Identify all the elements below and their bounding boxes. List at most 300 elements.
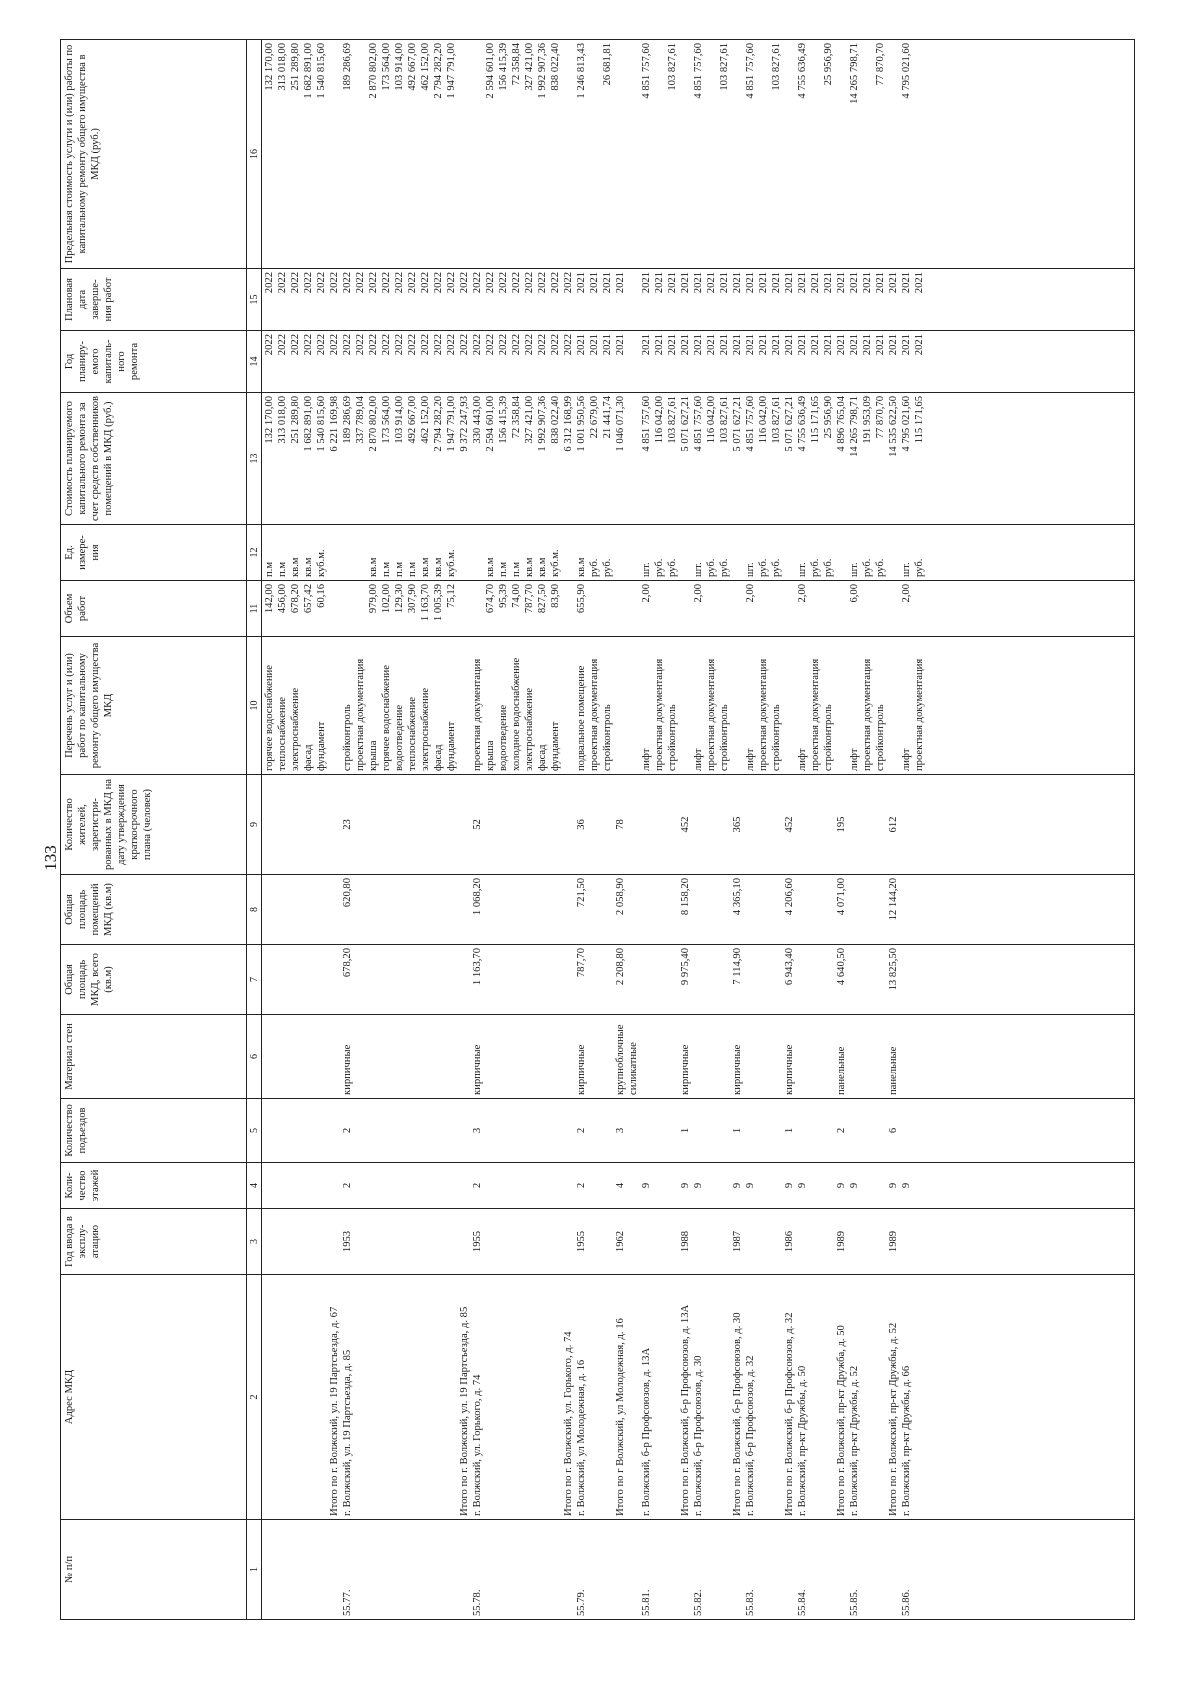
table-cell	[562, 1212, 575, 1271]
body-column-12	[262, 525, 1135, 581]
table-cell: 2021	[745, 334, 756, 356]
table-cell	[705, 43, 718, 265]
table-cell: 251 289,80	[290, 43, 301, 91]
table-cell: 2022	[264, 334, 275, 356]
body-column-13	[262, 393, 1135, 525]
table-cell	[432, 878, 445, 941]
table-cell: 2021	[758, 334, 769, 356]
table-cell	[445, 1102, 458, 1159]
table-cell: кирпичные	[472, 1044, 483, 1095]
table-cell	[276, 778, 289, 871]
table-cell	[445, 1278, 458, 1516]
table-cell: силикатные	[628, 1042, 639, 1095]
table-cell	[367, 1018, 380, 1095]
table-cell: 2021	[667, 272, 678, 294]
table-cell: 2021	[797, 272, 808, 294]
table-cell	[497, 878, 510, 941]
table-cell	[523, 1102, 536, 1159]
table-cell	[913, 584, 926, 633]
table-cell: стройконтроль	[602, 704, 613, 771]
table-cell	[315, 948, 328, 1011]
table-cell: 77 870,70	[875, 43, 886, 86]
table-cell: 2022	[511, 272, 522, 294]
table-cell	[861, 1018, 874, 1095]
table-cell	[354, 948, 367, 1011]
table-cell	[809, 1523, 822, 1616]
table-cell: стройконтроль	[667, 704, 678, 771]
table-cell	[913, 1018, 926, 1095]
table-cell	[510, 1102, 523, 1159]
table-cell: 95,39	[498, 584, 509, 608]
table-cell	[822, 1166, 835, 1205]
table-cell: 115 171,65	[914, 396, 925, 444]
table-cell	[718, 1212, 731, 1271]
table-cell	[666, 948, 679, 1011]
table-cell: шт.	[849, 562, 860, 577]
table-body-row	[262, 40, 1135, 1620]
table-cell: проектная документация	[914, 658, 925, 771]
table-cell: 2021	[784, 272, 795, 294]
table-cell: 2021	[914, 272, 925, 294]
table-cell: 2022	[368, 334, 379, 356]
table-cell	[653, 778, 666, 871]
table-cell: 313 018,00	[277, 43, 288, 91]
table-cell: 2022	[498, 334, 509, 356]
table-cell: руб.	[602, 558, 613, 577]
table-cell: 2021	[732, 334, 743, 356]
table-cell: 2022	[485, 272, 496, 294]
table-cell	[380, 1278, 393, 1516]
table-cell	[666, 1523, 679, 1616]
table-cell	[523, 1212, 536, 1271]
table-cell: Итого по г. Волжский, б-р Профсоюзов, д. 30	[732, 1312, 743, 1516]
table-cell	[393, 948, 406, 1011]
table-cell	[523, 878, 536, 941]
table-cell: 1 068,20	[472, 878, 483, 916]
table-cell: 2022	[394, 334, 405, 356]
table-cell	[263, 1523, 276, 1616]
table-cell	[731, 1523, 744, 1616]
table-cell: 2022	[303, 334, 314, 356]
table-cell: фасад	[433, 744, 444, 771]
table-cell	[835, 640, 848, 771]
table-cell	[653, 1166, 666, 1205]
table-cell	[549, 1018, 562, 1095]
table-cell: 74,00	[511, 584, 522, 608]
table-cell	[380, 1212, 393, 1271]
table-cell: 5 071 627,21	[680, 396, 691, 452]
table-cell	[328, 528, 341, 577]
table-cell: руб.	[719, 558, 730, 577]
table-cell: Итого по г. Волжский, ул. 19 Партсъезда, д. 85	[459, 1306, 470, 1516]
table-cell	[666, 1166, 679, 1205]
table-cell	[263, 1166, 276, 1205]
table-cell	[887, 584, 900, 633]
table-cell: 1986	[784, 1230, 795, 1253]
table-cell	[783, 1523, 796, 1616]
table-cell	[536, 1212, 549, 1271]
table-cell: 189 286,69	[342, 396, 353, 444]
body-column-14	[262, 331, 1135, 393]
table-cell: 2	[342, 1182, 353, 1189]
table-cell	[614, 1523, 627, 1616]
table-cell	[445, 1018, 458, 1095]
table-cell	[289, 878, 302, 941]
table-cell: г. Волжский, пр-кт Дружбы, д. 66	[901, 1365, 912, 1516]
table-cell: 103 914,00	[394, 43, 405, 91]
table-cell	[601, 584, 614, 633]
table-cell: 2021	[862, 272, 873, 294]
table-cell	[432, 1102, 445, 1159]
table-cell	[822, 1523, 835, 1616]
table-cell	[770, 1212, 783, 1271]
table-cell: 2 208,80	[615, 948, 626, 986]
table-cell: 678,20	[342, 948, 353, 978]
table-cell: 4 365,10	[732, 878, 743, 916]
column-header-7: Общая площадь МКД, всего (кв.м)	[61, 945, 247, 1015]
table-cell	[718, 878, 731, 941]
table-cell: 4 851 757,60	[641, 396, 652, 452]
table-cell	[302, 778, 315, 871]
table-cell	[861, 878, 874, 941]
table-cell	[445, 1212, 458, 1271]
table-cell	[523, 1278, 536, 1516]
table-cell	[913, 1166, 926, 1205]
table-cell: 492 667,00	[407, 43, 418, 91]
table-cell: 116 042,00	[654, 396, 665, 444]
table-cell	[874, 1166, 887, 1205]
table-cell: 189 286,69	[342, 43, 353, 91]
table-cell: 2	[342, 1127, 353, 1134]
table-cell: п.м	[407, 561, 418, 577]
table-cell: 9	[641, 1182, 652, 1189]
table-cell: руб.	[654, 558, 665, 577]
table-cell: 2021	[784, 334, 795, 356]
table-cell: 2022	[472, 334, 483, 356]
table-cell	[471, 584, 484, 633]
table-cell: г. Волжский, б-р Профсоюзов, д. 32	[745, 1355, 756, 1516]
table-cell	[380, 1523, 393, 1616]
table-cell: 452	[680, 816, 691, 833]
table-cell: 2022	[277, 272, 288, 294]
table-cell: кв.м	[290, 557, 301, 577]
table-cell	[744, 1102, 757, 1159]
table-cell	[354, 1166, 367, 1205]
table-cell	[471, 43, 484, 265]
table-cell	[718, 1102, 731, 1159]
table-cell: 2 794 282,20	[433, 43, 444, 99]
table-cell	[432, 778, 445, 871]
table-cell: 2021	[862, 334, 873, 356]
table-cell: 103 827,61	[667, 396, 678, 444]
table-cell	[328, 1523, 341, 1616]
table-cell	[562, 640, 575, 771]
table-cell: 2 794 282,20	[433, 396, 444, 452]
table-cell: 2022	[407, 334, 418, 356]
table-cell: шт.	[693, 562, 704, 577]
table-cell: кирпичные	[732, 1044, 743, 1095]
table-cell: фундамент	[316, 721, 327, 771]
table-cell	[809, 584, 822, 633]
table-cell	[666, 878, 679, 941]
table-cell	[627, 1278, 640, 1516]
table-cell	[900, 778, 913, 871]
table-cell	[887, 640, 900, 771]
table-cell: 2021	[615, 334, 626, 356]
table-cell	[913, 1523, 926, 1616]
table-cell: 2022	[303, 272, 314, 294]
table-cell	[588, 1166, 601, 1205]
table-cell: кирпичные	[784, 1044, 795, 1095]
table-cell	[874, 1278, 887, 1516]
table-cell: 191 953,09	[862, 396, 873, 444]
table-cell	[627, 584, 640, 633]
table-cell	[796, 1102, 809, 1159]
table-cell: 1 005,39	[433, 584, 444, 622]
table-cell: 1955	[472, 1230, 483, 1253]
table-cell	[705, 1018, 718, 1095]
table-cell	[523, 778, 536, 871]
table-cell	[640, 778, 653, 871]
table-cell	[705, 778, 718, 871]
table-cell: 1 046 071,30	[615, 396, 626, 452]
table-cell	[770, 1523, 783, 1616]
table-cell: 2021	[849, 334, 860, 356]
table-cell: 55.84.	[797, 1589, 808, 1616]
table-cell: 6 943,40	[784, 948, 795, 986]
table-cell	[536, 948, 549, 1011]
table-cell: 1 992 907,36	[537, 396, 548, 452]
column-header-12: Ед. измере-ния	[61, 525, 247, 581]
table-cell: 2	[576, 1127, 587, 1134]
table-cell	[393, 1523, 406, 1616]
table-cell: подвальное помещение	[576, 665, 587, 771]
body-column-9	[262, 775, 1135, 875]
table-cell	[640, 948, 653, 1011]
table-cell: 2 870 802,00	[368, 396, 379, 452]
table-cell: теплоснабжение	[407, 697, 418, 771]
table-cell	[289, 1018, 302, 1095]
table-cell	[562, 528, 575, 577]
table-cell: 251 289,80	[290, 396, 301, 444]
table-cell: 78	[615, 819, 626, 830]
table-cell	[289, 1212, 302, 1271]
table-cell: 456,00	[277, 584, 288, 614]
table-cell	[900, 878, 913, 941]
table-cell	[341, 584, 354, 633]
table-cell	[731, 584, 744, 633]
table-cell	[445, 948, 458, 1011]
table-cell: 313 018,00	[277, 396, 288, 444]
table-cell: фундамент	[550, 721, 561, 771]
table-cell	[861, 778, 874, 871]
table-cell	[627, 948, 640, 1011]
table-cell	[627, 1102, 640, 1159]
table-cell	[263, 1018, 276, 1095]
table-cell	[809, 948, 822, 1011]
column-header-4: Коли-чество этажей	[61, 1163, 247, 1209]
table-cell	[276, 1212, 289, 1271]
table-cell: руб.	[589, 558, 600, 577]
table-cell	[289, 1278, 302, 1516]
table-cell	[536, 778, 549, 871]
table-cell	[627, 528, 640, 577]
table-cell: 9	[836, 1182, 847, 1189]
table-cell	[380, 778, 393, 871]
table-cell	[900, 948, 913, 1011]
table-cell: лифт	[901, 748, 912, 771]
table-cell	[627, 334, 640, 389]
table-cell	[913, 878, 926, 941]
table-cell	[393, 1212, 406, 1271]
table-cell: Итого по г. Волжский, пр-кт Дружбы, д. 52	[888, 1322, 899, 1516]
table-cell: 2021	[589, 334, 600, 356]
table-cell: 2022	[316, 272, 327, 294]
table-cell	[263, 948, 276, 1011]
table-cell	[757, 1278, 770, 1516]
table-cell	[315, 1212, 328, 1271]
table-cell: шт.	[745, 562, 756, 577]
table-cell	[757, 1018, 770, 1095]
table-cell: Итого по г. Волжский, б-р Профсоюзов, д. 13А	[680, 1304, 691, 1516]
table-cell	[705, 1212, 718, 1271]
table-cell	[510, 878, 523, 941]
table-cell: Итого по г. Волжский, б-р Профсоюзов, д. 32	[784, 1312, 795, 1516]
table-cell: 307,90	[407, 584, 418, 614]
table-cell: 1 163,70	[420, 584, 431, 622]
table-cell	[744, 1212, 757, 1271]
table-cell	[562, 43, 575, 265]
table-cell	[484, 948, 497, 1011]
table-cell: 2021	[758, 272, 769, 294]
table-cell	[757, 584, 770, 633]
table-cell: 2021	[576, 272, 587, 294]
table-cell: 3	[615, 1127, 626, 1134]
table-cell: 1	[784, 1127, 795, 1134]
body-column-6	[262, 1015, 1135, 1099]
column-number-1: 1	[247, 1520, 262, 1620]
table-cell: электроснабжение	[290, 687, 301, 771]
table-cell: 657,42	[303, 584, 314, 614]
table-cell	[328, 43, 341, 265]
table-cell	[367, 1212, 380, 1271]
table-cell	[874, 1102, 887, 1159]
table-cell	[627, 778, 640, 871]
table-cell: 55.82.	[693, 1589, 704, 1616]
table-cell: 52	[472, 819, 483, 830]
table-cell: 4 851 757,60	[641, 43, 652, 99]
table-cell: 2	[576, 1182, 587, 1189]
table-cell	[796, 778, 809, 871]
table-cell	[783, 584, 796, 633]
table-cell: 9 975,40	[680, 948, 691, 986]
table-cell: 2022	[537, 334, 548, 356]
table-cell	[523, 1018, 536, 1095]
column-header-2: Адрес МКД	[61, 1275, 247, 1520]
table-cell	[523, 1166, 536, 1205]
table-cell: 4 851 757,60	[745, 396, 756, 452]
table-cell: 2022	[550, 272, 561, 294]
table-cell: 2	[836, 1127, 847, 1134]
table-cell	[913, 1102, 926, 1159]
body-column-4	[262, 1163, 1135, 1209]
table-cell: г. Волжский, ул. Горького, д. 74	[472, 1374, 483, 1516]
table-cell: 721,50	[576, 878, 587, 908]
table-cell: 2021	[589, 272, 600, 294]
table-cell	[328, 878, 341, 941]
table-cell: 1989	[888, 1230, 899, 1253]
table-cell	[458, 878, 471, 941]
column-header-14: Год планиру-емого капиталь-ного ремонта	[61, 331, 247, 393]
column-header-8: Общая площадь помещений МКД (кв.м)	[61, 875, 247, 945]
table-cell	[432, 1212, 445, 1271]
column-header-13: Стоимость планируемого капитального ремонта за счет средств собственников помещений в МКД (руб.)	[61, 393, 247, 525]
table-cell: руб.	[914, 558, 925, 577]
table-cell	[822, 1102, 835, 1159]
table-cell	[302, 1212, 315, 1271]
table-cell	[497, 948, 510, 1011]
table-cell: 2022	[511, 334, 522, 356]
table-cell: г. Волжский, пр-кт Дружбы, д. 52	[849, 1365, 860, 1516]
table-cell	[367, 778, 380, 871]
table-cell	[354, 1278, 367, 1516]
column-header-1: № п/п	[61, 1520, 247, 1620]
table-cell: 1 540 815,60	[316, 43, 327, 99]
table-cell	[380, 1102, 393, 1159]
table-cell: 25 956,90	[823, 43, 834, 86]
table-cell: 1	[732, 1127, 743, 1134]
table-cell	[601, 1278, 614, 1516]
table-cell	[302, 1166, 315, 1205]
table-cell	[588, 1018, 601, 1095]
table-cell	[315, 1102, 328, 1159]
table-cell	[419, 1523, 432, 1616]
table-cell	[679, 528, 692, 577]
table-cell	[380, 878, 393, 941]
table-cell: 462 152,00	[420, 43, 431, 91]
table-cell: 365	[732, 816, 743, 833]
table-cell	[289, 1166, 302, 1205]
table-cell	[380, 948, 393, 1011]
table-cell	[536, 878, 549, 941]
column-header-5: Количество подъездов	[61, 1099, 247, 1163]
body-column-2	[262, 1275, 1135, 1520]
column-number-15: 15	[247, 269, 262, 331]
table-cell	[497, 1278, 510, 1516]
table-cell	[601, 1102, 614, 1159]
table-cell: 9	[784, 1182, 795, 1189]
table-cell	[835, 584, 848, 633]
table-cell: п.м	[511, 561, 522, 577]
table-cell: 327 421,00	[524, 43, 535, 91]
column-number-10: 10	[247, 637, 262, 775]
table-cell: 2021	[914, 334, 925, 356]
body-column-1	[262, 1520, 1135, 1620]
table-cell	[848, 1018, 861, 1095]
table-cell	[822, 878, 835, 941]
table-cell: 2021	[875, 272, 886, 294]
table-cell: 55.77.	[342, 1589, 353, 1616]
table-cell: 2,00	[641, 584, 652, 603]
table-cell: 2021	[641, 334, 652, 356]
table-cell	[562, 878, 575, 941]
table-cell	[874, 1523, 887, 1616]
table-cell: 612	[888, 816, 899, 833]
table-cell	[770, 778, 783, 871]
table-cell: 1 001 950,56	[576, 396, 587, 452]
table-cell: 2021	[901, 272, 912, 294]
table-cell	[549, 1102, 562, 1159]
